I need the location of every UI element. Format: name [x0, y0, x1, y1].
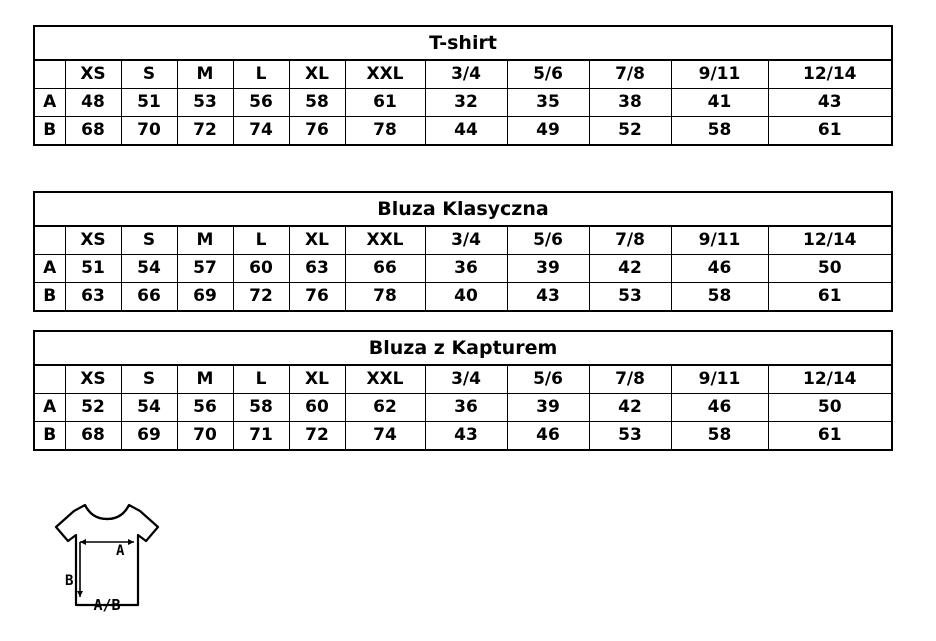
table-cell: 78	[345, 117, 425, 146]
column-header: M	[177, 365, 233, 394]
table-cell: 60	[289, 394, 345, 422]
column-header: L	[233, 226, 289, 255]
corner-cell	[34, 60, 65, 89]
column-header: S	[121, 60, 177, 89]
table-cell: 58	[671, 422, 768, 451]
column-header: 12/14	[768, 60, 892, 89]
column-header: S	[121, 226, 177, 255]
column-header: L	[233, 365, 289, 394]
row-label: B	[34, 422, 65, 451]
table-cell: 43	[425, 422, 507, 451]
column-header: XXL	[345, 365, 425, 394]
table-cell: 50	[768, 255, 892, 283]
column-header: 12/14	[768, 226, 892, 255]
table-cell: 40	[425, 283, 507, 312]
table-cell: 66	[345, 255, 425, 283]
table-cell: 42	[589, 255, 671, 283]
table-cell: 61	[768, 283, 892, 312]
column-header: 7/8	[589, 365, 671, 394]
svg-text:B: B	[65, 573, 74, 589]
table-cell: 61	[768, 117, 892, 146]
column-header: 9/11	[671, 226, 768, 255]
table-title: Bluza z Kapturem	[34, 331, 892, 365]
table-cell: 52	[65, 394, 121, 422]
table-cell: 48	[65, 89, 121, 117]
table-row	[34, 394, 892, 422]
column-header: S	[121, 365, 177, 394]
table-cell: 70	[177, 422, 233, 451]
table-cell: 68	[65, 117, 121, 146]
table-row	[34, 117, 892, 146]
table-cell: 61	[345, 89, 425, 117]
table-cell: 53	[589, 283, 671, 312]
column-header: XL	[289, 365, 345, 394]
table-cell: 51	[65, 255, 121, 283]
table-cell: 72	[289, 422, 345, 451]
table-cell: 57	[177, 255, 233, 283]
table-cell: 58	[671, 117, 768, 146]
corner-cell	[34, 365, 65, 394]
table-cell: 78	[345, 283, 425, 312]
table-cell: 43	[768, 89, 892, 117]
row-label: A	[34, 394, 65, 422]
table-cell: 76	[289, 283, 345, 312]
table-title: T-shirt	[34, 26, 892, 60]
column-header: 12/14	[768, 365, 892, 394]
table-cell: 42	[589, 394, 671, 422]
table-cell: 69	[121, 422, 177, 451]
table-cell: 62	[345, 394, 425, 422]
table-cell: 35	[507, 89, 589, 117]
column-header: XL	[289, 226, 345, 255]
column-header: 3/4	[425, 226, 507, 255]
table-row	[34, 89, 892, 117]
column-header: XXL	[345, 60, 425, 89]
row-label: A	[34, 255, 65, 283]
column-header: XS	[65, 60, 121, 89]
column-header: 5/6	[507, 226, 589, 255]
table-cell: 36	[425, 255, 507, 283]
column-header: M	[177, 226, 233, 255]
table-cell: 41	[671, 89, 768, 117]
size-table-bluza-z-kapturem	[33, 330, 893, 451]
row-label: A	[34, 89, 65, 117]
size-table-tshirt	[33, 25, 893, 146]
table-cell: 53	[177, 89, 233, 117]
table-cell: 36	[425, 394, 507, 422]
row-label: B	[34, 283, 65, 312]
table-cell: 56	[177, 394, 233, 422]
size-table-bluza-klasyczna	[33, 191, 893, 312]
table-cell: 32	[425, 89, 507, 117]
table-cell: 58	[289, 89, 345, 117]
column-header: 3/4	[425, 365, 507, 394]
column-header: XS	[65, 226, 121, 255]
table-cell: 58	[233, 394, 289, 422]
table-title: Bluza Klasyczna	[34, 192, 892, 226]
table-row	[34, 283, 892, 312]
table-cell: 68	[65, 422, 121, 451]
table-header-row	[34, 60, 892, 89]
table-cell: 61	[768, 422, 892, 451]
table-cell: 46	[671, 255, 768, 283]
table-cell: 56	[233, 89, 289, 117]
table-title-row	[34, 331, 892, 365]
table-cell: 74	[345, 422, 425, 451]
table-cell: 44	[425, 117, 507, 146]
table-cell: 76	[289, 117, 345, 146]
diagram-caption: A/B	[93, 596, 121, 614]
column-header: XXL	[345, 226, 425, 255]
table-cell: 54	[121, 255, 177, 283]
table-cell: 51	[121, 89, 177, 117]
table-cell: 72	[177, 117, 233, 146]
table-cell: 46	[507, 422, 589, 451]
table-cell: 38	[589, 89, 671, 117]
svg-text:A: A	[116, 543, 125, 559]
table-cell: 52	[589, 117, 671, 146]
table-header-row	[34, 365, 892, 394]
table-cell: 71	[233, 422, 289, 451]
table-cell: 58	[671, 283, 768, 312]
column-header: XS	[65, 365, 121, 394]
table-cell: 63	[289, 255, 345, 283]
table-cell: 70	[121, 117, 177, 146]
table-cell: 69	[177, 283, 233, 312]
table-cell: 53	[589, 422, 671, 451]
table-cell: 49	[507, 117, 589, 146]
row-label: B	[34, 117, 65, 146]
column-header: 3/4	[425, 60, 507, 89]
table-row	[34, 255, 892, 283]
column-header: XL	[289, 60, 345, 89]
corner-cell	[34, 226, 65, 255]
table-cell: 63	[65, 283, 121, 312]
table-cell: 46	[671, 394, 768, 422]
table-cell: 72	[233, 283, 289, 312]
column-header: 7/8	[589, 60, 671, 89]
table-cell: 60	[233, 255, 289, 283]
table-header-row	[34, 226, 892, 255]
column-header: 5/6	[507, 365, 589, 394]
column-header: 5/6	[507, 60, 589, 89]
column-header: M	[177, 60, 233, 89]
column-header: L	[233, 60, 289, 89]
table-title-row	[34, 192, 892, 226]
table-cell: 50	[768, 394, 892, 422]
column-header: 9/11	[671, 365, 768, 394]
table-cell: 43	[507, 283, 589, 312]
table-cell: 54	[121, 394, 177, 422]
table-cell: 66	[121, 283, 177, 312]
table-row	[34, 422, 892, 451]
column-header: 9/11	[671, 60, 768, 89]
column-header: 7/8	[589, 226, 671, 255]
table-cell: 74	[233, 117, 289, 146]
table-title-row	[34, 26, 892, 60]
table-cell: 39	[507, 255, 589, 283]
table-cell: 39	[507, 394, 589, 422]
